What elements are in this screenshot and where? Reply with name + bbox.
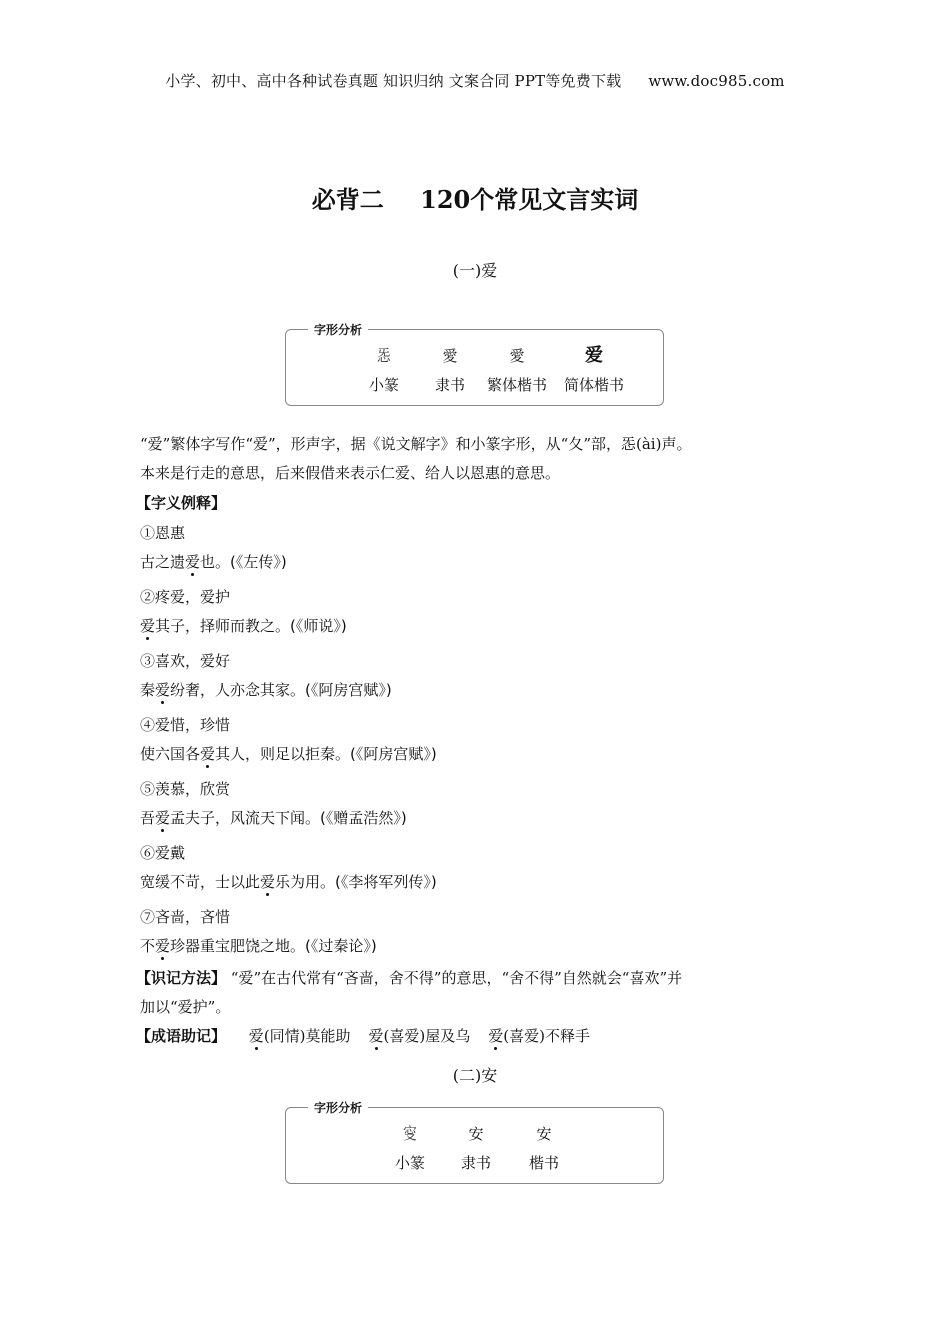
meaning-example	[140, 807, 407, 828]
example-pre: 宽缓不苛，士以此	[140, 873, 261, 891]
example-pre: 吾	[140, 809, 156, 827]
glyph-caption: 隶书	[434, 376, 465, 394]
meaning-sense: ⑤羡慕，欣赏	[140, 780, 231, 798]
memory-label: 【识记方法】	[136, 969, 227, 987]
example-key-char: 爱	[260, 873, 276, 891]
section2-heading: (二)安	[452, 1066, 498, 1085]
example-key-char: 爱	[185, 553, 201, 571]
title-prefix: 必背二	[311, 185, 384, 214]
glyph-analysis-box-2	[285, 1101, 664, 1184]
section1-heading: (一)爱	[452, 261, 498, 280]
glyph: 安	[468, 1125, 484, 1143]
glyph: 愛	[442, 347, 458, 365]
memory-line-1	[136, 967, 682, 988]
title-main: 120个常见文言实词	[420, 185, 639, 214]
glyph-col-traditional	[479, 344, 555, 395]
glyph-col-clerical	[446, 1122, 506, 1173]
example-pre: 古之遗	[140, 553, 186, 571]
glyph: 愛	[509, 347, 525, 365]
idiom-rest: (喜爱)屋及乌	[383, 1027, 471, 1045]
meaning-sense: ⑥爱戴	[140, 844, 186, 862]
page-header	[0, 70, 950, 91]
idiom-rest: (喜爱)不释手	[503, 1027, 590, 1045]
page-title	[0, 180, 950, 215]
intro-line-2: 本来是行走的意思，后来假借来表示仁爱、给人以恩惠的意思。	[140, 464, 561, 482]
glyph: 㤅	[377, 346, 391, 365]
example-key-char: 爱	[155, 681, 171, 699]
memory-text: “爱”在古代常有“吝啬，舍不得”的意思，“舍不得”自然就会“喜欢”并	[230, 969, 683, 987]
box-legend: 字形分析	[308, 1099, 368, 1116]
idiom-key-char: 爱	[368, 1027, 384, 1045]
example-post: 也。(《左传》)	[200, 553, 287, 571]
idiom-item	[249, 1027, 351, 1045]
idiom-label: 【成语助记】	[136, 1027, 227, 1045]
header-text: 小学、初中、高中各种试卷真题 知识归纳 文案合同 PPT等免费下载	[165, 72, 622, 90]
example-post: 其子，择师而教之。(《师说》)	[155, 617, 347, 635]
meaning-sense: ③喜欢，爱好	[140, 652, 231, 670]
glyph-caption: 楷书	[528, 1154, 559, 1172]
example-key-char: 爱	[155, 809, 171, 827]
glyph: 㝕	[403, 1124, 417, 1143]
idiom-rest: (同情)莫能助	[263, 1027, 351, 1045]
glyph-col-seal	[380, 1122, 440, 1173]
memory-line-2: 加以“爱护”。	[140, 998, 231, 1016]
idiom-key-char: 爱	[488, 1027, 504, 1045]
glyph-col-seal	[354, 344, 414, 395]
example-post: 纷奢，人亦念其家。(《阿房宫赋》)	[170, 681, 392, 699]
example-pre: 使六国各	[140, 745, 201, 763]
example-post: 孟夫子，风流天下闻。(《赠孟浩然》)	[170, 809, 407, 827]
example-key-char: 爱	[140, 617, 156, 635]
example-key-char: 爱	[155, 937, 171, 955]
meaning-example	[140, 551, 287, 572]
meaning-example	[140, 615, 347, 636]
glyph: 安	[536, 1125, 552, 1143]
example-key-char: 爱	[200, 745, 216, 763]
idiom-key-char: 爱	[248, 1027, 264, 1045]
meaning-sense: ④爱惜，珍惜	[140, 716, 231, 734]
example-pre: 秦	[140, 681, 156, 699]
glyph-caption: 小篆	[368, 376, 399, 394]
idiom-item	[488, 1027, 590, 1045]
meaning-example	[140, 871, 437, 892]
meaning-sense: ⑦吝啬，吝惜	[140, 908, 231, 926]
intro-line-1: “爱”繁体字写作“爱”，形声字，据《说文解字》和小篆字形，从“夂”部，㤅(ài)声。	[140, 435, 692, 453]
meaning-sense: ②疼爱，爱护	[140, 588, 231, 606]
box-legend: 字形分析	[308, 321, 368, 338]
idiom-item	[369, 1027, 471, 1045]
glyph-col-regular	[514, 1122, 574, 1173]
glyph-col-clerical	[420, 344, 480, 395]
example-post: 珍器重宝肥饶之地。(《过秦论》)	[170, 937, 377, 955]
idiom-line	[136, 1025, 590, 1046]
header-url[interactable]: www.doc985.com	[648, 72, 785, 90]
glyph-caption: 隶书	[460, 1154, 491, 1172]
glyph-caption: 小篆	[394, 1154, 425, 1172]
meaning-example	[140, 935, 377, 956]
example-post: 其人，则足以拒秦。(《阿房宫赋》)	[215, 745, 437, 763]
meaning-example	[140, 679, 392, 700]
glyph: 爱	[585, 345, 603, 366]
glyph-caption: 简体楷书	[563, 376, 624, 394]
meaning-label: 【字义例释】	[136, 494, 227, 512]
glyph-caption: 繁体楷书	[486, 376, 547, 394]
example-pre: 不	[140, 937, 156, 955]
meaning-example	[140, 743, 437, 764]
idiom-list	[231, 1027, 590, 1045]
glyph-analysis-box-1	[285, 323, 664, 406]
example-post: 乐为用。(《李将军列传》)	[275, 873, 437, 891]
meaning-sense: ①恩惠	[140, 524, 186, 542]
glyph-col-simplified	[556, 344, 632, 395]
